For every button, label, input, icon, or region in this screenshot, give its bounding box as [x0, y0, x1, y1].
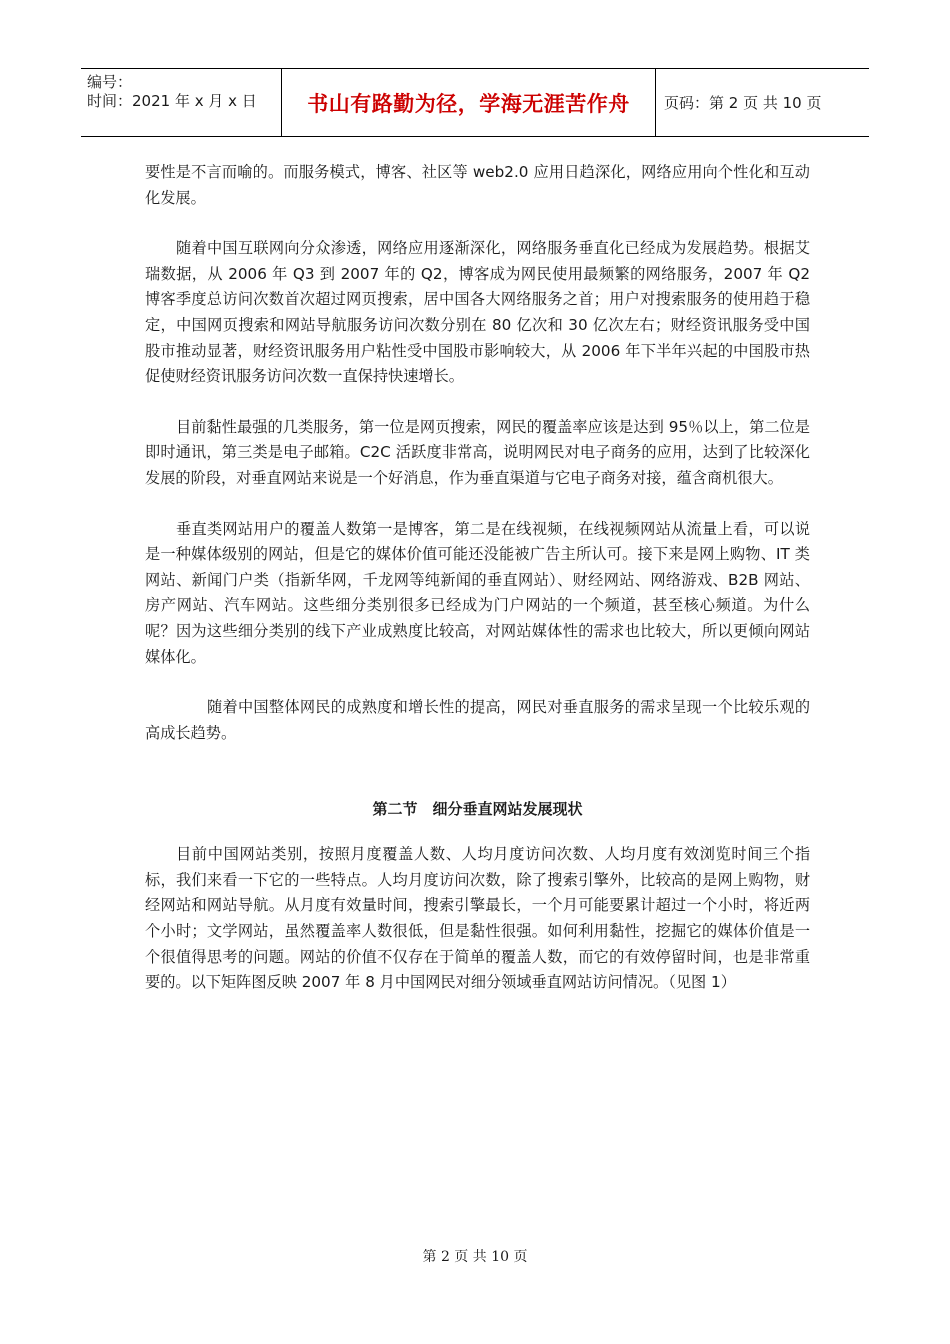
- page-footer: 第 2 页 共 10 页: [422, 1249, 528, 1265]
- paragraph: 目前黏性最强的几类服务，第一位是网页搜索，网民的覆盖率应该是达到 95％以上，第二位是即时通讯，第三类是电子邮箱。C2C 活跃度非常高，说明网民对电子商务的应用，达到了比较深化发展的阶段，对垂直网站来说是一个好消息，作为垂直渠道与它电子商务对接，蕴含商机很大。: [145, 417, 810, 487]
- paragraph: 随着中国整体网民的成熟度和增长性的提高，网民对垂直服务的需求呈现一个比较乐观的高成长趋势。: [145, 698, 810, 742]
- header-table: [81, 68, 869, 137]
- page-label: 页码：第 2 页 共 10 页: [664, 94, 822, 112]
- paragraph-continued: 要性是不言而喻的。而服务模式，博客、社区等 web2.0 应用日趋深化，网络应用向个性化和互动化发展。: [145, 163, 810, 207]
- document-body: [145, 160, 810, 996]
- time-label: 时间：2021 年 x 月 x 日: [87, 92, 257, 110]
- paragraph: 目前中国网站类别，按照月度覆盖人数、人均月度访问次数、人均月度有效浏览时间三个指标，我们来看一下它的一些特点。人均月度访问次数，除了搜索引擎外，比较高的是网上购物，财经网站和网站导航。从月度有效量时间，搜索引擎最长，一个月可能要累计超过一个小时，将近两个小时；文学网站，虽然覆盖率人数很低，但是黏性很强。如何利用黏性，挖掘它的媒体价值是一个很值得思考的问题。网站的价值不仅存在于简单的覆盖人数，而它的有效停留时间，也是非常重要的。以下矩阵图反映 2007 年 8 月中国网民对细分领域垂直网站访问情况。（见图 1）: [145, 845, 810, 992]
- header-page-cell: [656, 69, 869, 136]
- motto: 书山有路勤为径，学海无涯苦作舟: [307, 90, 630, 116]
- paragraph: 随着中国互联网向分众渗透，网络应用逐渐深化，网络服务垂直化已经成为发展趋势。根据艾瑞数据，从 2006 年 Q3 到 2007 年的 Q2，博客成为网民使用最频繁的网络服务，2007 年 Q2 博客季度总访问次数首次超过网页搜索，居中国各大网络服务之首；用户对搜索服务的使用趋于稳定，中国网页搜索和网站导航服务访问次数分别在 80 亿次和 30 亿次左右；财经资讯服务受中国股市推动显著，财经资讯服务用户粘性受中国股市影响较大，从 2006 年下半年兴起的中国股市热促使财经资讯服务访问次数一直保持快速增长。: [145, 239, 810, 386]
- header-meta: [81, 69, 282, 136]
- paragraph: 垂直类网站用户的覆盖人数第一是博客，第二是在线视频，在线视频网站从流量上看，可以说是一种媒体级别的网站，但是它的媒体价值可能还没能被广告主所认可。接下来是网上购物、IT 类网站、新闻门户类（指新华网，千龙网等纯新闻的垂直网站）、财经网站、网络游戏、B2B 网站、房产网站、汽车网站。这些细分类别很多已经成为门户网站的一个频道，甚至核心频道。为什么呢？因为这些细分类别的线下产业成熟度比较高，对网站媒体性的需求也比较大，所以更倾向网站媒体化。: [145, 519, 810, 666]
- number-label: 编号：: [87, 73, 133, 91]
- section-title: 第二节 细分垂直网站发展现状: [372, 800, 583, 819]
- header-motto-cell: [282, 69, 656, 136]
